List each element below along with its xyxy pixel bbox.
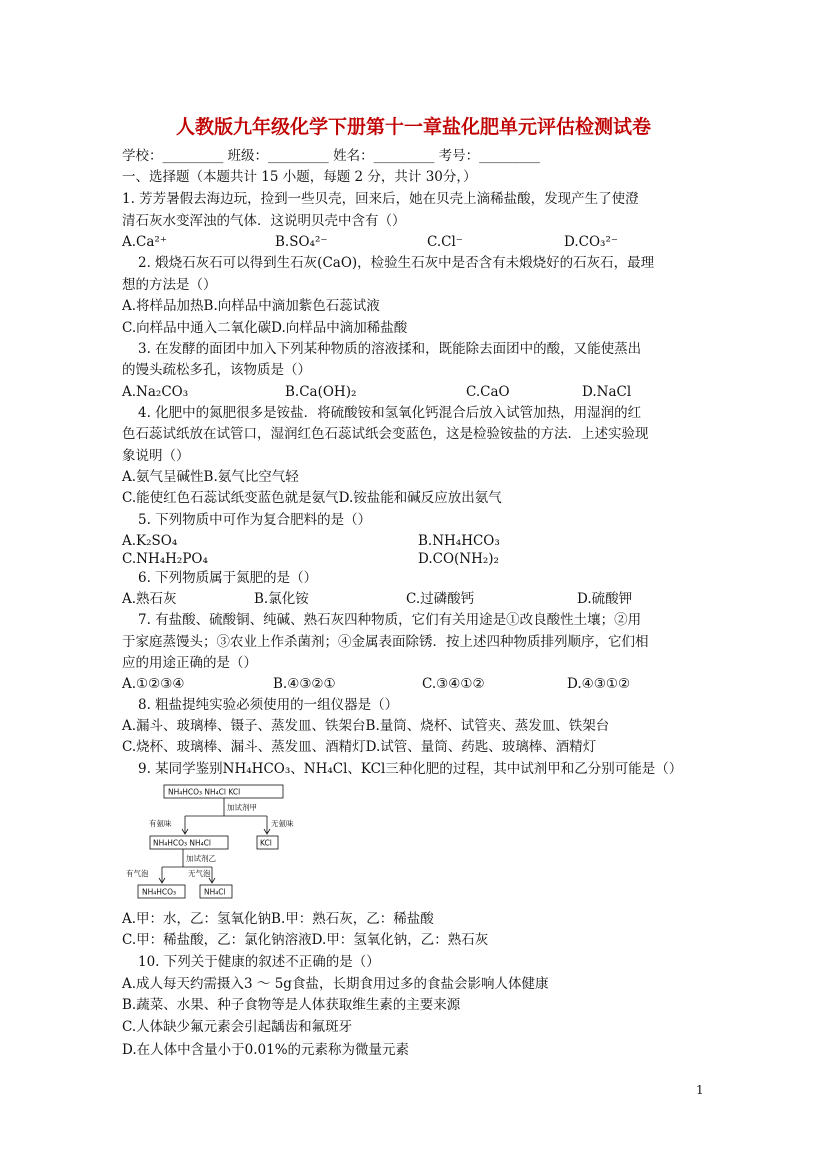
q10-stem: 10. 下列关于健康的叙述不正确的是（） (138, 954, 380, 970)
q7-stem-line3: 应的用途正确的是（） (122, 655, 257, 671)
flow-box-ammonium-pair-label: NH₄HCO₃ NH₄Cl (153, 838, 212, 848)
q4-stem-line3: 象说明（） (122, 448, 190, 464)
identification-flowchart (120, 783, 295, 906)
flow-label-no-bubbles: 无气泡 (188, 869, 211, 878)
flow-arrow-left-2 (159, 867, 165, 883)
q6-option-d: D.硫酸钾 (577, 591, 633, 607)
q9-options-ab: A.甲：水，乙：氢氧化钠B.甲：熟石灰，乙：稀盐酸 (122, 911, 434, 927)
q6-option-b: B.氯化铵 (254, 591, 309, 607)
q10-option-b: B.蔬菜、水果、种子食物等是人体获取维生素的主要来源 (122, 997, 461, 1013)
q1-option-a: A.Ca²⁺ (122, 234, 167, 250)
q7-option-c: C.③④①② (422, 676, 485, 692)
q1-stem-line2: 清石灰水变浑浊的气体．这说明贝壳中含有（） (122, 213, 406, 229)
q7-option-b: B.④③②① (273, 676, 336, 692)
q4-options-cd: C.能使红色石蕊试纸变蓝色就是氨气D.铵盐能和碱反应放出氨气 (122, 490, 502, 506)
q2-options-ab: A.将样品加热B.向样品中滴加紫色石蕊试液 (122, 298, 380, 314)
q6-stem: 6. 下列物质属于氮肥的是（） (138, 570, 318, 586)
flow-box-nh4hco3-label: NH₄HCO₃ (142, 887, 177, 897)
q4-stem-line1: 4. 化肥中的氮肥很多是铵盐．将硫酸铵和氢氧化钙混合后放入试管加热，用湿润的红 (138, 405, 642, 421)
flow-arrow-left-1 (182, 816, 188, 834)
q3-stem-line2: 的馒头疏松多孔，该物质是（） (122, 362, 311, 378)
q5-option-c: C.NH₄H₂PO₄ (122, 551, 208, 567)
q2-stem-line2: 想的方法是（） (122, 277, 217, 293)
q1-option-b: B.SO₄²⁻ (275, 234, 328, 250)
q1-option-c: C.Cl⁻ (427, 234, 463, 250)
q8-options-cd: C.烧杯、玻璃棒、漏斗、蒸发皿、酒精灯D.试管、量筒、药匙、玻璃棒、酒精灯 (122, 739, 597, 755)
flow-label-bubbles: 有气泡 (126, 869, 149, 878)
q6-option-a: A.熟石灰 (122, 591, 177, 607)
q7-stem-line1: 7. 有盐酸、硫酸铜、纯碱、熟石灰四种物质，它们有关用途是①改良酸性土壤；②用 (138, 612, 642, 628)
q4-stem-line2: 色石蕊试纸放在试管口，湿润红色石蕊试纸会变蓝色，这是检验铵盐的方法．上述实验现 (122, 426, 649, 442)
q10-option-d: D.在人体中含量小于0.01%的元素称为微量元素 (122, 1042, 410, 1058)
q4-options-ab: A.氨气呈碱性B.氨气比空气轻 (122, 469, 299, 485)
flow-label-ammonia-smell: 有氨味 (149, 819, 172, 828)
q7-option-d: D.④③①② (567, 676, 631, 692)
q9-stem: 9. 某同学鉴别NH₄HCO₃、NH₄Cl、KCl三种化肥的过程，其中试剂甲和乙分别可能是（） (138, 761, 683, 777)
flow-box-kcl-label: KCl (260, 838, 272, 848)
q6-option-c: C.过磷酸钙 (406, 591, 475, 607)
page-number: 1 (696, 1083, 704, 1097)
q1-stem-line1: 1. 芳芳暑假去海边玩，捡到一些贝壳，回来后，她在贝壳上滴稀盐酸，发现产生了使澄 (122, 191, 639, 207)
q5-option-a: A.K₂SO₄ (122, 533, 178, 549)
q3-option-c: C.CaO (466, 384, 510, 400)
q3-stem-line1: 3. 在发酵的面团中加入下列某种物质的溶液揉和，既能除去面团中的酸，又能使蒸出 (138, 341, 642, 357)
flow-box-all-label: NH₄HCO₃ NH₄Cl KCl (168, 787, 241, 797)
q5-option-b: B.NH₄HCO₃ (418, 533, 500, 549)
q3-option-d: D.NaCl (582, 384, 632, 400)
q2-stem-line1: 2. 煅烧石灰石可以得到生石灰(CaO)，检验生石灰中是否含有未煅烧好的石灰石，最理 (138, 255, 655, 271)
section-heading: 一、选择题（本题共计 15 小题，每题 2 分，共计 30分，） (122, 169, 477, 185)
q3-option-a: A.Na₂CO₃ (122, 384, 189, 400)
q8-stem: 8. 粗盐提纯实验必须使用的一组仪器是（） (138, 697, 399, 713)
q5-option-d: D.CO(NH₂)₂ (418, 551, 499, 567)
flow-arrow-right-1 (264, 816, 270, 834)
student-info-header: 学校：_________ 班级：_________ 姓名：_________ 考号：_________ (122, 148, 540, 164)
flow-box-nh4cl-label: NH₄Cl (204, 887, 226, 897)
q1-option-d: D.CO₃²⁻ (564, 234, 618, 250)
flow-reagent-2: 加试剂乙 (186, 854, 216, 863)
document-title: 人教版九年级化学下册第十一章盐化肥单元评估检测试卷 (175, 116, 651, 138)
flow-reagent-1: 加试剂甲 (227, 803, 257, 812)
q7-option-a: A.①②③④ (122, 676, 185, 692)
q10-option-c: C.人体缺少氟元素会引起龋齿和氟斑牙 (122, 1019, 353, 1035)
q5-stem: 5. 下列物质中可作为复合肥料的是（） (138, 512, 372, 528)
q7-stem-line2: 于家庭蒸馒头；③农业上作杀菌剂；④金属表面除锈．按上述四种物质排列顺序，它们相 (122, 634, 649, 650)
q3-option-b: B.Ca(OH)₂ (285, 384, 357, 400)
flow-label-no-ammonia-smell: 无氨味 (271, 819, 294, 828)
q2-options-cd: C.向样品中通入二氧化碳D.向样品中滴加稀盐酸 (122, 320, 408, 336)
q8-options-ab: A.漏斗、玻璃棒、镊子、蒸发皿、铁架台B.量筒、烧杯、试管夹、蒸发皿、铁架台 (122, 718, 610, 734)
q10-option-a: A.成人每天约需摄入3 ～ 5g食盐，长期食用过多的食盐会影响人体健康 (122, 976, 549, 992)
q9-options-cd: C.甲：稀盐酸，乙：氯化钠溶液D.甲：氢氧化钠，乙：熟石灰 (122, 932, 489, 948)
